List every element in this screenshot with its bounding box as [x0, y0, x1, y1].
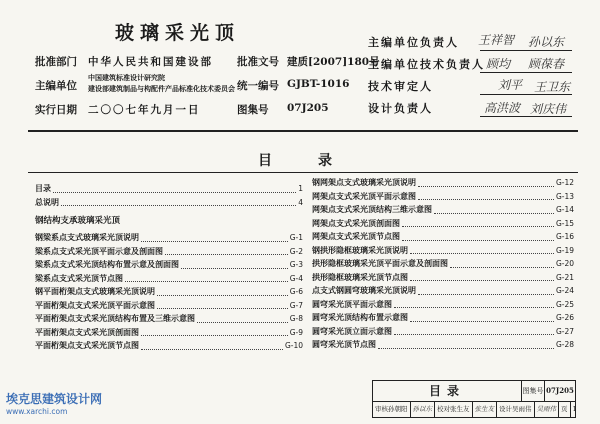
titleblock-atlas-value: 07J205	[545, 381, 575, 402]
toc-leader-dots	[418, 186, 554, 187]
toc-entry[interactable]	[312, 325, 574, 339]
toc-leader-dots	[157, 295, 288, 296]
toc-entry-page: G-24	[555, 286, 574, 295]
toc-entry-title: 钢梁系点支式玻璃采光顶说明	[35, 232, 139, 242]
toc-entry[interactable]	[35, 182, 303, 196]
toc-leader-dots	[410, 253, 554, 254]
toc-entry-page: G-12	[555, 178, 574, 187]
toc-leader-dots	[197, 322, 288, 323]
toc-entry-page: G-8	[289, 314, 303, 323]
toc-entry[interactable]	[35, 231, 303, 245]
toc-entry[interactable]	[35, 245, 303, 259]
resp-label-1: 主编单位负责人	[368, 36, 459, 49]
toc-entry-page: G-10	[284, 341, 303, 350]
toc-entry-title: 钢拱形隐框玻璃采光顶说明	[312, 244, 408, 255]
toc-entry[interactable]	[312, 244, 574, 258]
resp-label-3: 技术审定人	[368, 80, 433, 93]
toc-entry-page: G-20	[555, 259, 574, 268]
toc-entry-title: 平面桁架点支式采光顶节点图	[35, 340, 139, 350]
toc-entry-title: 梁系点支式采光顶节点图	[35, 272, 123, 283]
signature: 刘平	[498, 78, 523, 92]
toc-entry[interactable]	[35, 196, 303, 210]
titleblock-footer	[373, 402, 575, 417]
toc-entry[interactable]	[35, 299, 303, 313]
toc-entry-page: G-28	[555, 340, 574, 349]
toc-entry-title: 总说明	[35, 196, 59, 207]
toc-entry-page: G-15	[555, 218, 574, 228]
toc-entry-title: 拱形隐框玻璃采光顶平面示意及剖面图	[312, 258, 448, 268]
toc-entry[interactable]	[312, 176, 574, 190]
toc-right-column	[312, 176, 574, 352]
watermark-url: www.xarchi.com	[6, 407, 68, 416]
editor-unit-line1: 中国建筑标准设计研究院	[88, 73, 165, 82]
toc-entry-page: G-6	[289, 287, 303, 296]
toc-entry-page: G-27	[555, 326, 574, 336]
signature: 王祥智	[478, 33, 515, 47]
toc-leader-dots	[394, 334, 554, 335]
watermark	[6, 390, 102, 416]
toc-leader-dots	[394, 307, 554, 308]
titleblock-title: 目录	[373, 381, 522, 402]
toc-heading: 目 录	[258, 153, 336, 169]
footer-cell: 校对张生友	[435, 402, 473, 417]
toc-entry-title: 平面桁架点支式采光顶平面示意图	[35, 299, 155, 310]
titleblock-page-label: 页	[559, 402, 571, 417]
toc-entry-title: 网架点支式采光顶剖面图	[312, 217, 400, 228]
toc-entry-page: G-14	[555, 205, 574, 214]
toc-entry-title: 圆穹采光顶结构布置示意图	[312, 312, 408, 322]
toc-leader-dots	[450, 267, 554, 268]
toc-leader-dots	[402, 240, 554, 241]
toc-entry[interactable]	[35, 326, 303, 340]
editor-unit-line2: 建设部建筑制品与构配件产品标准化技术委员会	[88, 84, 235, 93]
toc-entry-title: 圆穹采光顶立面示意图	[312, 325, 392, 336]
toc-entry[interactable]	[35, 339, 303, 353]
approval-dept-label: 批准部门	[35, 56, 77, 68]
toc-entry-page: G-16	[555, 232, 574, 241]
separator-line	[28, 130, 578, 132]
toc-entry-title: 梁系点支式采光顶结构布置示意及剖面图	[35, 259, 179, 269]
toc-leader-dots	[378, 348, 554, 349]
toc-entry-page: G-2	[289, 246, 303, 256]
toc-leader-dots	[434, 213, 554, 214]
signature: 王卫东	[534, 80, 571, 94]
toc-entry-page: G-9	[289, 327, 303, 337]
toc-leader-dots	[141, 241, 288, 242]
toc-entry-page: G-21	[555, 272, 574, 282]
toc-entry[interactable]	[312, 311, 574, 325]
atlas-no: 07J205	[287, 102, 329, 114]
toc-entry[interactable]	[312, 284, 574, 298]
toc-leader-dots	[61, 205, 296, 206]
toc-entry-page: G-1	[289, 233, 303, 242]
toc-section-heading: 钢结构支承玻璃采光顶	[35, 216, 121, 226]
unified-no-label: 统一编号	[237, 80, 279, 92]
signature: 高洪波	[484, 101, 521, 115]
divider	[480, 72, 572, 73]
resp-label-4: 设计负责人	[368, 102, 433, 115]
effective-date-label: 实行日期	[35, 104, 77, 116]
toc-entry[interactable]	[312, 190, 574, 204]
document-title: 玻璃采光顶	[115, 22, 241, 44]
toc-entry[interactable]	[312, 338, 574, 352]
toc-entry-title: 梁系点支式采光顶平面示意及剖面图	[35, 245, 163, 256]
toc-entry[interactable]	[312, 203, 574, 217]
toc-entry-title: 网架点支式采光顶节点图	[312, 231, 400, 241]
toc-leader-dots	[125, 281, 288, 282]
toc-entry-title: 平面桁架点支式采光顶剖面图	[35, 326, 139, 337]
toc-entry-page: 1	[298, 184, 303, 193]
editor-unit-label: 主编单位	[35, 80, 77, 92]
watermark-title: 埃克思建筑设计网	[6, 392, 103, 406]
toc-leader-dots	[410, 321, 554, 322]
signature: 孙以东	[528, 35, 565, 49]
signature: 刘庆伟	[530, 102, 567, 116]
toc-entry[interactable]	[312, 217, 574, 231]
atlas-no-label: 图集号	[237, 104, 269, 116]
toc-entry-page: G-7	[289, 300, 303, 310]
toc-entry[interactable]	[312, 298, 574, 312]
approval-doc: 建质[2007]180号	[287, 56, 380, 68]
toc-entry-title: 钢网架点支式玻璃采光顶说明	[312, 177, 416, 187]
titleblock-page-value: 1	[572, 405, 577, 413]
toc-leader-dots	[181, 268, 288, 269]
footer-cell: 审核孙朝阳	[373, 402, 411, 417]
toc-entry-page: G-26	[555, 313, 574, 322]
toc-leader-dots	[165, 254, 288, 255]
toc-entry-page: G-25	[555, 299, 574, 309]
titleblock-atlas-label: 图集号	[522, 381, 545, 402]
approval-dept: 中华人民共和国建设部	[88, 56, 213, 68]
toc-entry-title: 点支式钢圆穹玻璃采光顶说明	[312, 285, 416, 295]
signature: 顾均	[486, 57, 511, 71]
footer-cell: 设计吴雨伟	[497, 402, 535, 417]
signature: 孙以东	[411, 402, 436, 417]
toc-top-line	[28, 172, 578, 173]
toc-entry[interactable]	[312, 271, 574, 285]
toc-leader-dots	[141, 335, 288, 336]
toc-entry-title: 钢平面桁架点支式玻璃采光顶说明	[35, 286, 155, 296]
resp-label-2: 主编单位技术负责人	[368, 58, 485, 71]
signature: 顾葆春	[528, 57, 565, 71]
divider	[480, 116, 572, 117]
title-block	[372, 380, 576, 418]
toc-left-column	[35, 182, 303, 353]
approval-doc-label: 批准文号	[237, 56, 279, 68]
toc-entry-page: 4	[298, 197, 303, 207]
signature: 张生友	[473, 402, 498, 417]
toc-entry-title: 网架点支式采光顶结构三维示意图	[312, 204, 432, 214]
divider	[480, 94, 572, 95]
toc-entry[interactable]	[35, 258, 303, 272]
toc-entry[interactable]	[312, 230, 574, 244]
toc-leader-dots	[418, 199, 554, 200]
toc-entry-page: G-4	[289, 273, 303, 283]
toc-entry-page: G-19	[555, 245, 574, 255]
toc-entry-page: G-13	[555, 191, 574, 201]
toc-entry-page: G-3	[289, 260, 303, 269]
signature: 吴雨伟	[535, 402, 560, 417]
toc-entry[interactable]	[35, 285, 303, 299]
toc-leader-dots	[141, 349, 283, 350]
toc-entry-title: 平面桁架点支式采光顶结构布置及三维示意图	[35, 313, 195, 323]
toc-leader-dots	[53, 192, 296, 193]
toc-leader-dots	[157, 308, 288, 309]
toc-leader-dots	[418, 294, 554, 295]
toc-leader-dots	[402, 226, 554, 227]
toc-entry[interactable]	[312, 257, 574, 271]
toc-entry-title: 圆穹采光顶平面示意图	[312, 298, 392, 309]
effective-date: 二〇〇七年九月一日	[88, 104, 201, 116]
unified-no: GJBT-1016	[287, 78, 350, 90]
toc-entry-title: 目录	[35, 183, 51, 193]
toc-entry-title: 网架点支式采光顶平面示意图	[312, 190, 416, 201]
toc-entry[interactable]	[35, 272, 303, 286]
toc-entry-title: 拱形隐框玻璃采光顶节点图	[312, 271, 408, 282]
toc-entry-title: 圆穹采光顶节点图	[312, 339, 376, 349]
toc-entry[interactable]	[35, 312, 303, 326]
divider	[480, 50, 572, 51]
toc-leader-dots	[410, 280, 554, 281]
